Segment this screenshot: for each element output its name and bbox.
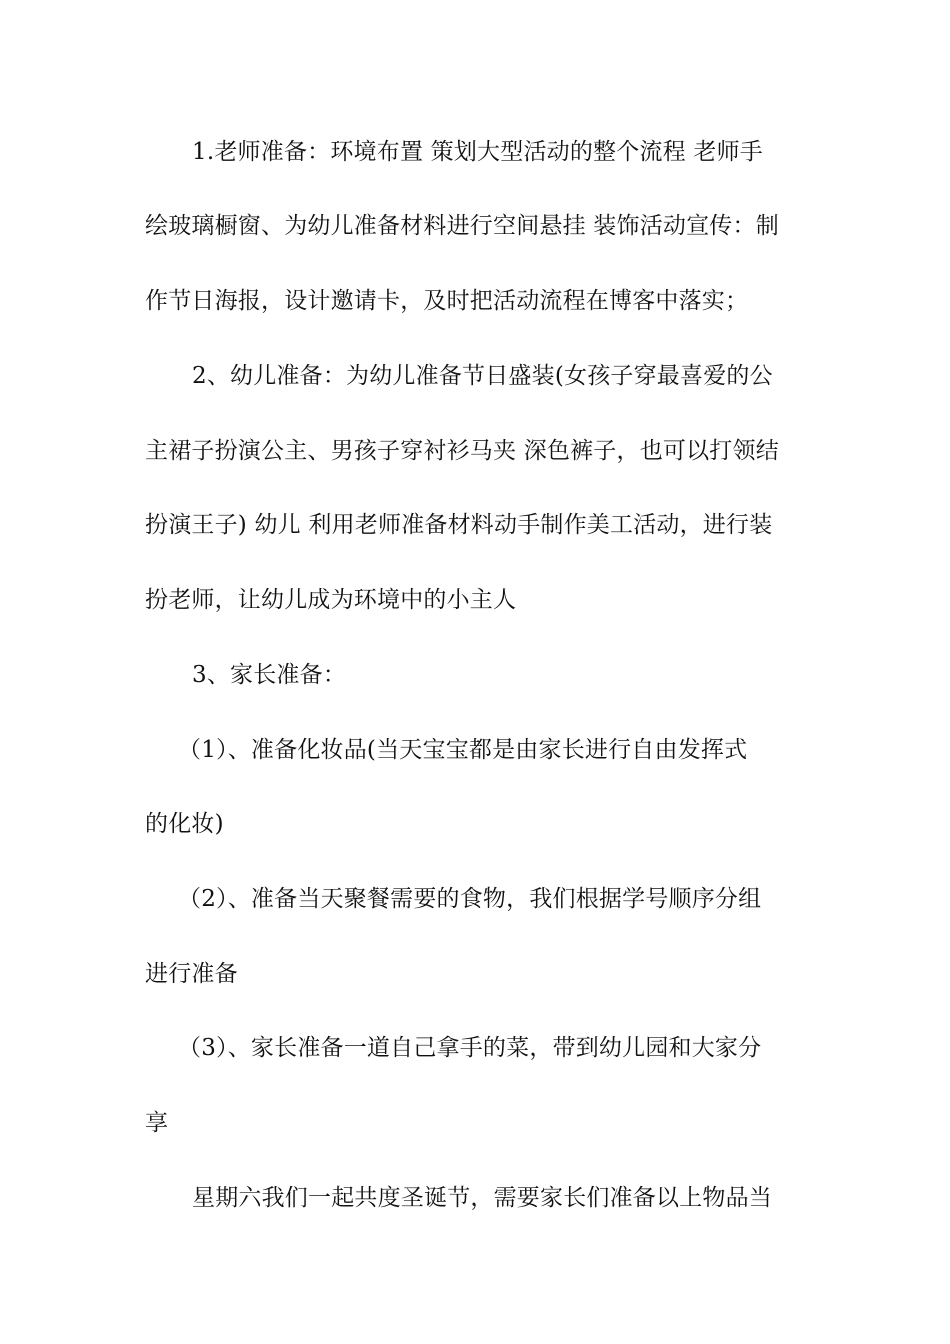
paragraph-child-prep-line-4: 扮老师，让幼儿成为环境中的小主人 <box>145 587 517 613</box>
list-item-2-line-1: （2）、准备当天聚餐需要的食物，我们根据学号顺序分组 <box>178 886 762 912</box>
paragraph-teacher-prep-line-1: 1.老师准备：环境布置 策划大型活动的整个流程 老师手 <box>192 139 763 165</box>
paragraph-teacher-prep-line-2: 绘玻璃橱窗、为幼儿准备材料进行空间悬挂 装饰活动宣传：制 <box>145 213 779 239</box>
list-item-3-line-2: 享 <box>145 1110 169 1136</box>
list-item-1-line-2: 的化妆) <box>145 811 224 837</box>
paragraph-parent-prep-heading: 3、家长准备： <box>192 662 347 688</box>
paragraph-child-prep-line-1: 2、幼儿准备：为幼儿准备节日盛装(女孩子穿最喜爱的公 <box>192 363 773 389</box>
paragraph-closing-line-1: 星期六我们一起共度圣诞节，需要家长们准备以上物品当 <box>192 1185 772 1211</box>
list-item-1-line-1: （1）、准备化妆品(当天宝宝都是由家长进行自由发挥式 <box>178 737 748 763</box>
paragraph-teacher-prep-line-3: 作节日海报，设计邀请卡，及时把活动流程在博客中落实； <box>145 288 749 314</box>
list-item-2-line-2: 进行准备 <box>145 961 238 987</box>
paragraph-child-prep-line-2: 主裙子扮演公主、男孩子穿衬衫马夹 深色裤子，也可以打领结 <box>145 438 779 464</box>
paragraph-child-prep-line-3: 扮演王子) 幼儿 利用老师准备材料动手制作美工活动，进行装 <box>145 512 773 538</box>
list-item-3-line-1: （3）、家长准备一道自己拿手的菜，带到幼儿园和大家分 <box>178 1035 762 1061</box>
